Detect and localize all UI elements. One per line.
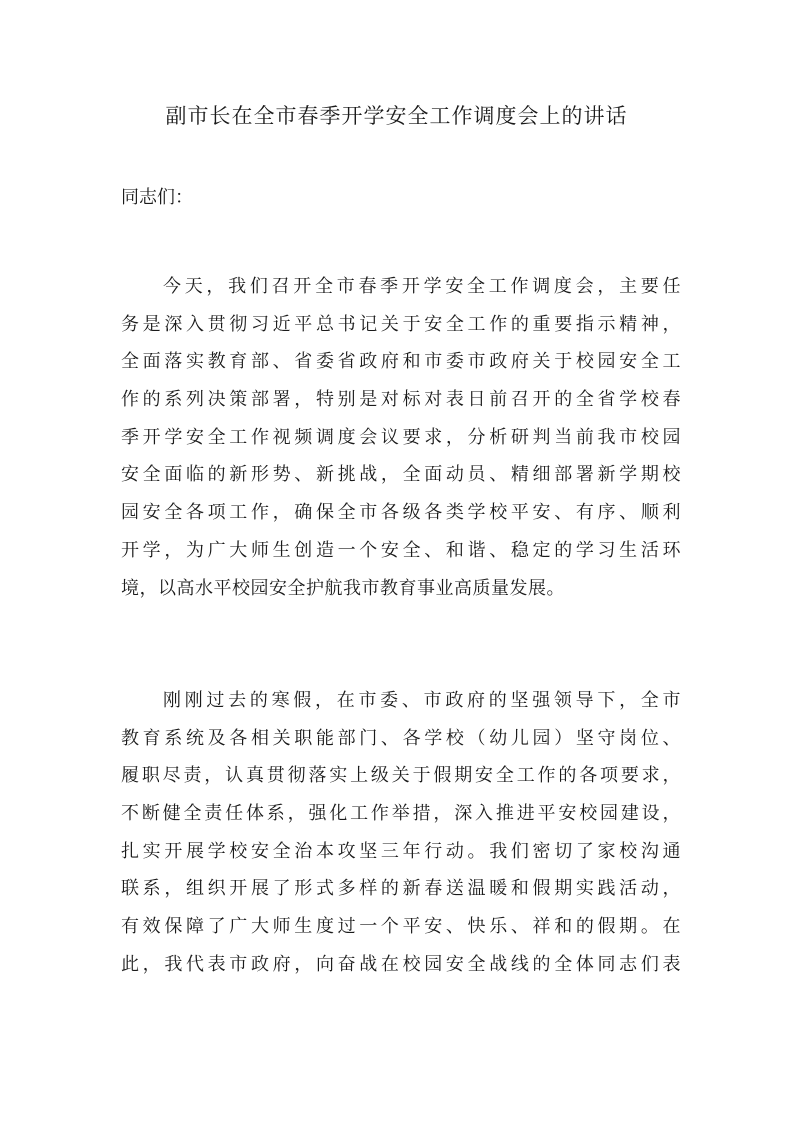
- paragraph-line: 履职尽责，认真贯彻落实上级关于假期安全工作的各项要求，: [121, 765, 681, 787]
- paragraph-line: 境，以高水平校园安全护航我市教育事业高质量发展。: [121, 577, 565, 599]
- paragraph-2: [121, 682, 681, 984]
- paragraph-line: 今天，我们召开全市春季开学安全工作调度会，主要任: [163, 276, 681, 297]
- paragraph-line: 此，我代表市政府，向奋战在校园安全战线的全体同志们表: [121, 953, 681, 975]
- paragraph-line: 务是深入贯彻习近平总书记关于安全工作的重要指示精神，: [121, 313, 681, 335]
- paragraph-line: 刚刚过去的寒假，在市委、市政府的坚强领导下，全市: [163, 690, 681, 711]
- paragraph-line: 全面落实教育部、省委省政府和市委市政府关于校园安全工: [121, 351, 681, 373]
- paragraph-line: 开学，为广大师生创造一个安全、和谐、稳定的学习生活环: [121, 539, 681, 561]
- paragraph-line: 作的系列决策部署，特别是对标对表日前召开的全省学校春: [121, 389, 681, 411]
- paragraph-line: 扎实开展学校安全治本攻坚三年行动。我们密切了家校沟通: [121, 840, 681, 862]
- document-title: 副市长在全市春季开学安全工作调度会上的讲话: [165, 104, 628, 128]
- paragraph-line: 不断健全责任体系，强化工作举措，深入推进平安校园建设，: [121, 803, 681, 825]
- paragraph-1: [121, 268, 681, 607]
- salutation: 同志们：: [121, 187, 193, 208]
- paragraph-line: 安全面临的新形势、新挑战，全面动员、精细部署新学期校: [121, 464, 681, 486]
- paragraph-line: 联系，组织开展了形式多样的新春送温暖和假期实践活动，: [121, 878, 681, 900]
- paragraph-line: 季开学安全工作视频调度会议要求，分析研判当前我市校园: [121, 426, 681, 448]
- paragraph-line: 教育系统及各相关职能部门、各学校（幼儿园）坚守岗位、: [121, 727, 681, 749]
- paragraph-line: 园安全各项工作，确保全市各级各类学校平安、有序、顺利: [121, 502, 681, 524]
- paragraph-line: 有效保障了广大师生度过一个平安、快乐、祥和的假期。在: [121, 916, 681, 938]
